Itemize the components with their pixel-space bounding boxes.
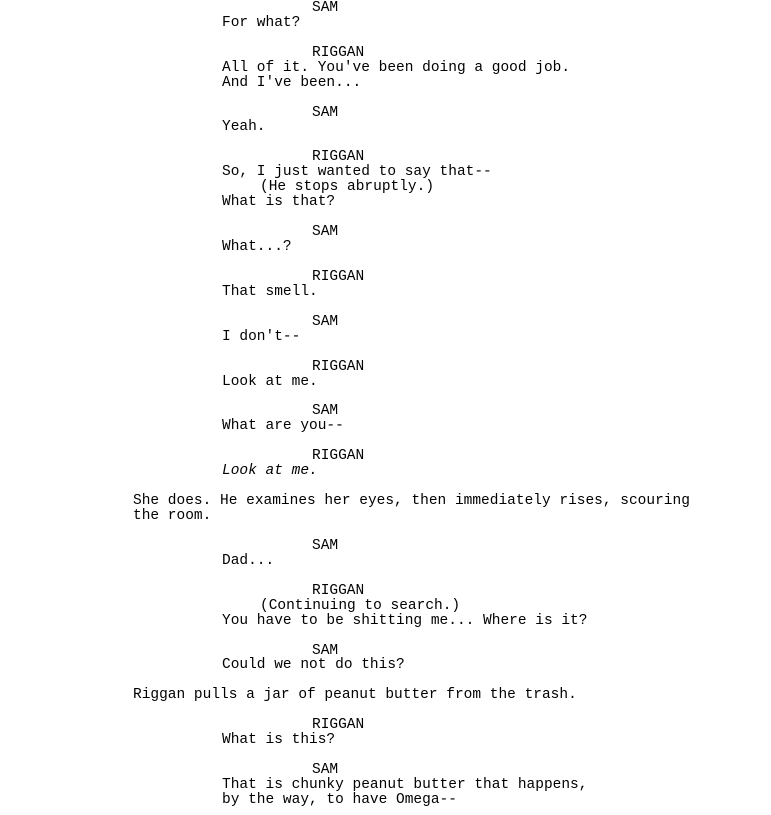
character-name: SAM: [312, 643, 339, 659]
character-name: RIGGAN: [312, 359, 365, 375]
dialogue-line: Dad...: [222, 553, 275, 569]
dialogue-line: What are you--: [222, 418, 344, 434]
character-name: RIGGAN: [312, 448, 365, 464]
dialogue-line: You have to be shitting me... Where is it?: [222, 613, 588, 629]
parenthetical: (Continuing to search.): [260, 598, 461, 614]
character-name: SAM: [312, 314, 339, 330]
dialogue-line: For what?: [222, 15, 301, 31]
dialogue-line: That is chunky peanut butter that happens,: [222, 777, 588, 793]
action-line: She does. He examines her eyes, then immediately rises, scouring: [133, 493, 690, 509]
character-name: SAM: [312, 403, 339, 419]
dialogue-line-emphasis: Look at me.: [222, 463, 318, 479]
dialogue-line: Look at me.: [222, 374, 318, 390]
dialogue-line: That smell.: [222, 284, 318, 300]
dialogue-line: What...?: [222, 239, 292, 255]
parenthetical: (He stops abruptly.): [260, 179, 435, 195]
dialogue-line: What is that?: [222, 194, 336, 210]
dialogue-line: I don't--: [222, 329, 301, 345]
dialogue-line: And I've been...: [222, 75, 362, 91]
action-line: the room.: [133, 508, 212, 524]
character-name: RIGGAN: [312, 717, 365, 733]
character-name: RIGGAN: [312, 149, 365, 165]
dialogue-line: Yeah.: [222, 119, 266, 135]
character-name: SAM: [312, 538, 339, 554]
character-name: RIGGAN: [312, 583, 365, 599]
character-name: SAM: [312, 105, 339, 121]
dialogue-line: Could we not do this?: [222, 657, 405, 673]
dialogue-line: All of it. You've been doing a good job.: [222, 60, 571, 76]
character-name: SAM: [312, 762, 339, 778]
dialogue-line: What is this?: [222, 732, 336, 748]
character-name: RIGGAN: [312, 269, 365, 285]
character-name: RIGGAN: [312, 45, 365, 61]
character-name: SAM: [312, 224, 339, 240]
dialogue-line: So, I just wanted to say that--: [222, 164, 492, 180]
action-line: Riggan pulls a jar of peanut butter from the trash.: [133, 687, 577, 703]
dialogue-line: by the way, to have Omega--: [222, 792, 457, 808]
character-name: SAM: [312, 0, 339, 16]
